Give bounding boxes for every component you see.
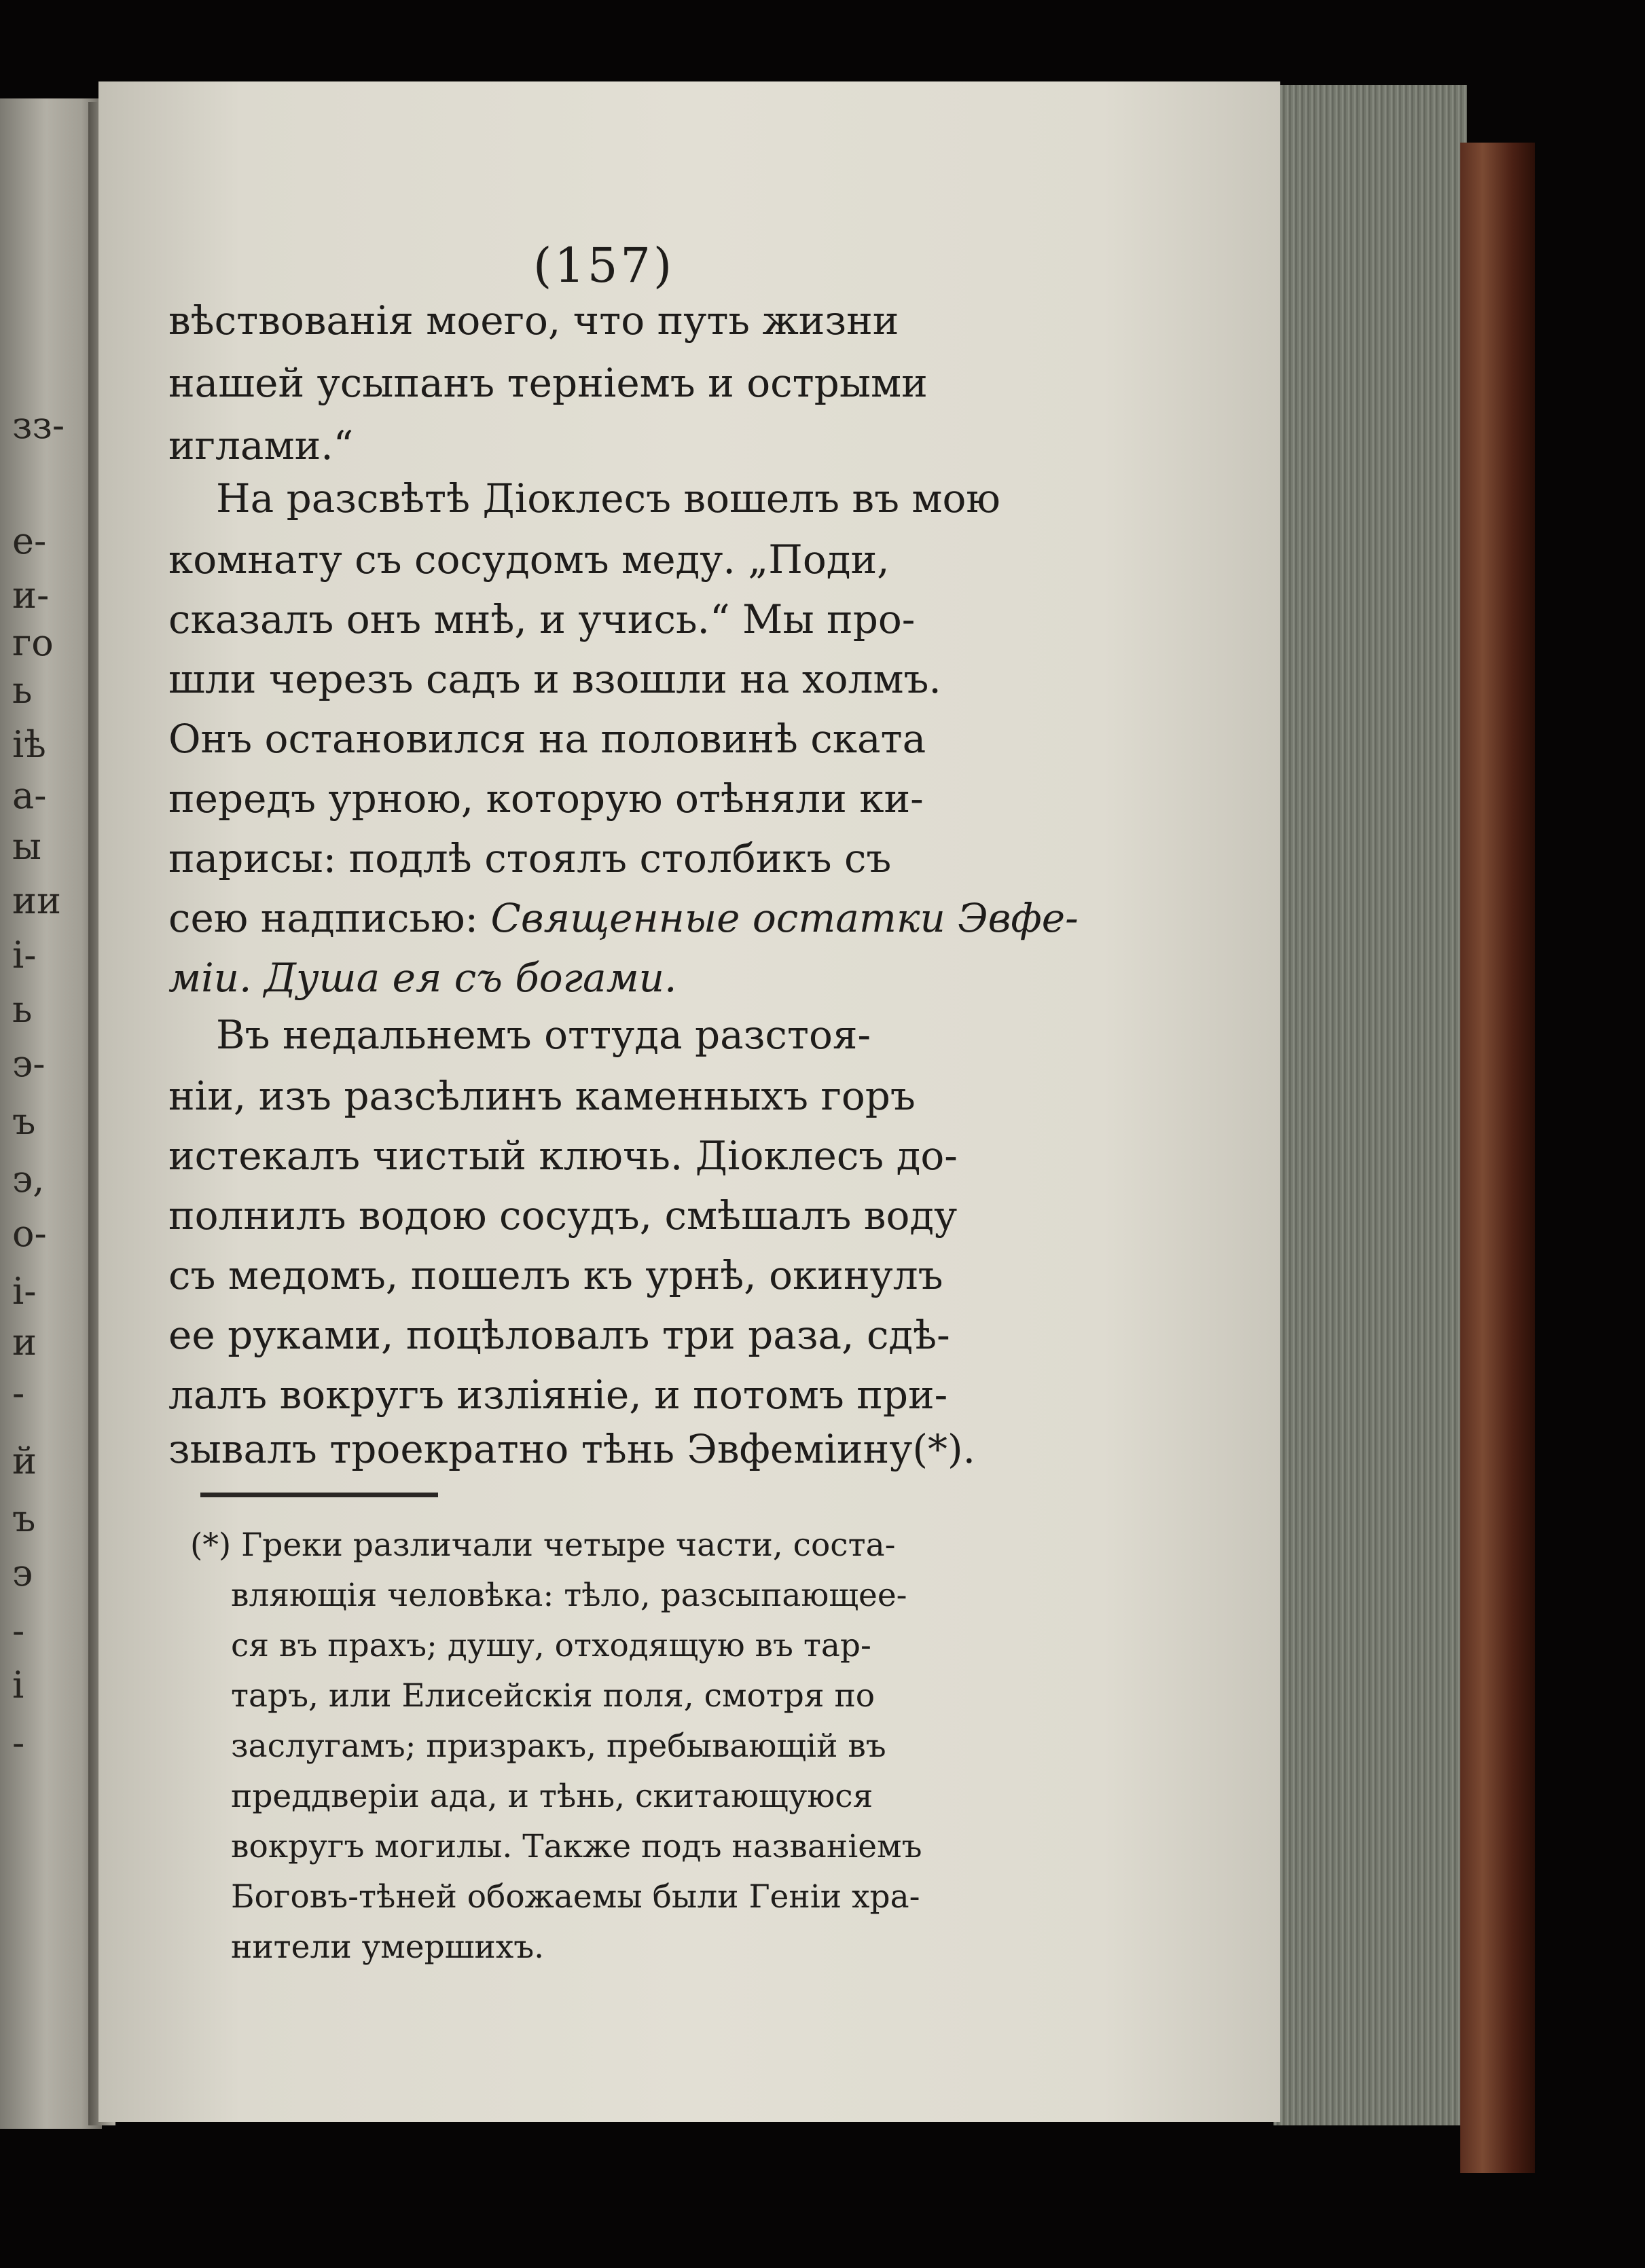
inscription-text: Священные остатки Эвфе- (490, 895, 1079, 941)
left-fragment: и- (12, 574, 50, 617)
footnote-divider (200, 1493, 438, 1497)
left-fragment: а- (12, 774, 47, 817)
left-fragment: э, (12, 1158, 45, 1201)
body-line: нашей усыпанъ терніемъ и острыми (168, 360, 928, 406)
body-line: ніи, изъ разсѣлинъ каменныхъ горъ (168, 1073, 916, 1119)
left-fragment: ы (12, 825, 41, 868)
footnote-line: нители умершихъ. (231, 1928, 545, 1966)
body-line: Въ недальнемъ оттуда разстоя- (216, 1012, 871, 1058)
body-line: шли черезъ садъ и взошли на холмъ. (168, 656, 941, 702)
inscription-text: міи. Душа ея съ богами. (168, 955, 677, 1001)
left-fragment: і- (12, 934, 37, 976)
left-fragment: го (12, 621, 54, 664)
left-fragment: э (12, 1552, 33, 1594)
footnote-line: (*) Греки различали четыре части, соста- (190, 1526, 896, 1564)
left-fragment: ь (12, 988, 33, 1031)
left-fragment: э- (12, 1042, 46, 1085)
previous-page-edge (0, 98, 102, 2129)
body-line: зывалъ троекратно тѣнь Эвфеміину(*). (168, 1426, 976, 1472)
left-fragment: зз- (12, 404, 65, 447)
left-fragment: й (12, 1440, 37, 1482)
body-line: лалъ вокругъ изліяніе, и потомъ при- (168, 1372, 948, 1418)
body-line: съ медомъ, пошелъ къ урнѣ, окинулъ (168, 1252, 943, 1298)
footnote-line: таръ, или Елисейскія поля, смотря по (231, 1677, 875, 1715)
page-block-edges (1273, 85, 1467, 2125)
body-line: сказалъ онъ мнѣ, и учись.“ Мы про- (168, 596, 916, 642)
previous-page-text-fragments (0, 98, 102, 2129)
book-cover-edge (1460, 143, 1535, 2173)
left-fragment: ии (12, 879, 61, 922)
left-fragment: и (12, 1321, 37, 1364)
footnote-line: вляющія человѣка: тѣло, разсыпающее- (231, 1577, 907, 1614)
left-fragment: е- (12, 519, 47, 562)
body-line: парисы: подлѣ стоялъ столбикъ съ (168, 835, 892, 881)
body-line-text: сею надписью: (168, 895, 479, 941)
footnote-line: вокругъ могилы. Также подъ названіемъ (231, 1828, 922, 1865)
body-line: вѣствованія моего, что путь жизни (168, 297, 899, 344)
left-fragment: - (12, 1372, 25, 1414)
body-line-inscription (168, 895, 1079, 941)
body-line: ее руками, поцѣловалъ три раза, сдѣ- (168, 1312, 950, 1358)
left-fragment: ь (12, 669, 33, 712)
body-line: Онъ остановился на половинѣ ската (168, 716, 926, 762)
footnote-line: преддверіи ада, и тѣнь, скитающуюся (231, 1778, 873, 1815)
body-line: иглами.“ (168, 422, 354, 469)
left-fragment: і (12, 1664, 24, 1706)
left-fragment: - (12, 1721, 25, 1764)
body-line: полнилъ водою сосудъ, смѣшалъ воду (168, 1192, 958, 1239)
footnote-line: Боговъ-тѣней обожаемы были Геніи хра- (231, 1878, 920, 1916)
body-line: комнату съ сосудомъ меду. „Поди, (168, 536, 890, 583)
page-number: (157) (533, 238, 675, 293)
footnote-line: заслугамъ; призракъ, пребывающій въ (231, 1727, 886, 1765)
left-fragment: ъ (12, 1497, 36, 1540)
left-fragment: iѣ (12, 723, 46, 766)
body-line: передъ урною, которую отѣняли ки- (168, 775, 924, 822)
body-line: На разсвѣтѣ Діоклесъ вошелъ въ мою (216, 475, 1000, 522)
left-fragment: - (12, 1609, 25, 1652)
left-fragment: о- (12, 1212, 47, 1255)
left-fragment: і- (12, 1270, 37, 1313)
body-line: истекалъ чистый ключь. Діоклесъ до- (168, 1133, 958, 1179)
left-fragment: ъ (12, 1100, 36, 1143)
footnote-line: ся въ прахъ; душу, отходящую въ тар- (231, 1627, 871, 1664)
